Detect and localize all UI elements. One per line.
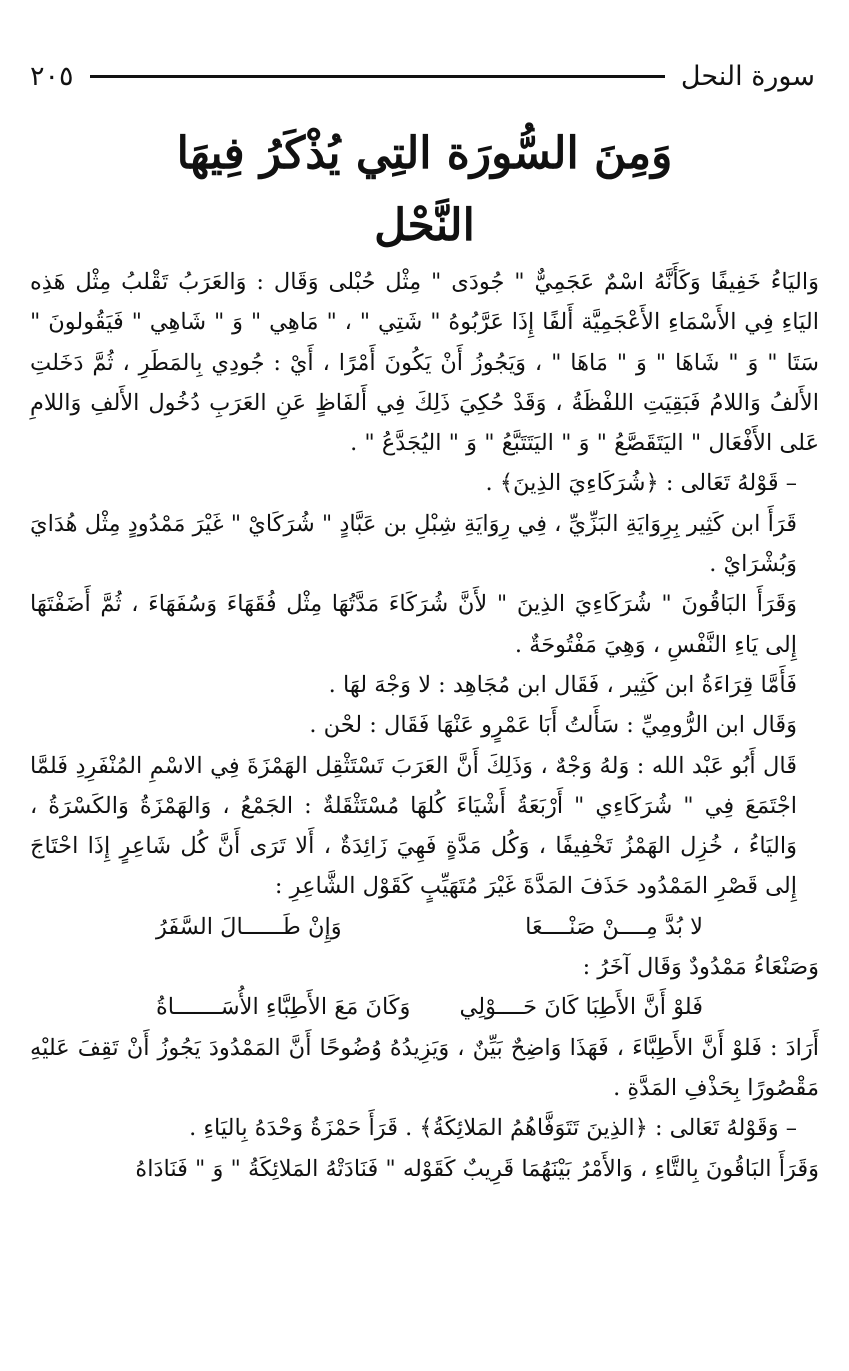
- paragraph: وَقَرَأَ البَاقُونَ بِالتَّاءِ ، وَالأَمْرُ بَيْنَهُمَا قَرِيبٌ كَقَوْله " فَنَادَتْهُ المَلائِكَةُ " وَ " فَنَادَاهُ: [135, 1155, 819, 1182]
- paragraph: قَرَأَ ابن كَثِير بِرِوَايَةِ البَزِّيِّ ، فِي رِوَايَةِ شِبْلِ بن عَبَّادٍ " شُرَكَايْ " غَيْرَ مَمْدُودٍ مِثْل هُدَايَ وَبُشْرَايْ .: [30, 510, 797, 578]
- running-head: [30, 56, 815, 96]
- paragraph: وَاليَاءُ خَفِيفًا وَكَأَنَّهُ اسْمٌ عَجَمِيٌّ " جُودَى " مِثْل حُبْلى وَقَال : وَالعَرَبُ تَقْلبُ مِثْل هَذِه اليَاءِ فِي الأَسْمَاءِ الأَعْجَمِيَّة أَلفًا إِذَا عَرَّبُوهُ " شَتِي " ، " مَاهِي " وَ " شَاهِي " فَيَقُولونَ " سَتَا " وَ " شَاهَا " وَ " مَاهَا " ، وَيَجُوزُ أَنْ يَكُونَ أَمْرًا ، أَيْ : جُودِي بِالمَطَرِ ، ثُمَّ دَخَلتِ الأَلفُ وَاللامُ فَبَقِيَتِ اللفْظَةُ ، وَقَدْ حُكِيَ ذَلِكَ فِي أَلفَاظٍ عَنِ العَرَبِ دُخُول الأَلفِ وَاللامِ عَلى الأَفْعَال " اليَتَقَصَّعُ " وَ " اليَتَتَبَّعُ " وَ " اليُجَدَّعُ " .: [30, 269, 819, 457]
- poetry-verse: [30, 987, 819, 1027]
- chapter-title-line1: وَمِنَ السُّورَة التِي يُذْكَرُ فِيهَا: [176, 128, 673, 179]
- chapter-title: [0, 118, 849, 262]
- paragraph: فَأَمَّا قِرَاءَةُ ابن كَثِير ، فَقَال ابن مُجَاهِد : لا وَجْهَ لهَا .: [328, 671, 797, 698]
- paragraph: قَال أَبُو عَبْد الله : وَلهُ وَجْهٌ ، وَذَلِكَ أَنَّ العَرَبَ تَسْتَثْقِل الهَمْزَةَ فِي الاسْمِ المُنْفَرِدِ فَلمَّا اجْتَمَعَ فِي " شُرَكَاءِي " أَرْبَعَةُ أَشْيَاءَ كُلهَا مُسْتَثْقَلةٌ : الجَمْعُ ، وَالهَمْزَةُ وَالكَسْرَةُ ، وَاليَاءُ ، خُزِل الهَمْزُ تَخْفِيفًا ، وَكُل مَدَّةٍ فَهِيَ زَائِدَةٌ ، أَلا تَرَى أَنَّ كُل شَاعِرٍ إِذَا احْتَاجَ إِلى قَصْرِ المَمْدُود حَذَفَ المَدَّةَ غَيْرَ مُتَهَيِّبٍ كَقَوْل الشَّاعِرِ :: [30, 752, 797, 900]
- paragraph: وَصَنْعَاءُ مَمْدُودٌ وَقَال آخَرُ :: [582, 954, 819, 981]
- verse-hemistich: وَكَانَ مَعَ الأَطِبَّاءِ الأُسَـــــــاةُ: [156, 994, 411, 1021]
- header-rule: [90, 75, 665, 78]
- paragraph: – وَقَوْلهُ تَعَالى : ﴿الذِينَ تَتَوَفَّاهُمُ المَلائِكَةُ﴾ . قَرَأَ حَمْزَةُ وَحْدَهُ بِاليَاءِ .: [189, 1115, 797, 1142]
- chapter-title-line2: النَّحْل: [374, 200, 475, 251]
- body-text: [30, 262, 819, 1189]
- verse-hemistich: وَإِنْ طَــــــالَ السَّفَرُ: [156, 913, 342, 940]
- paragraph: أَرَادَ : فَلوْ أَنَّ الأَطِبَّاءَ ، فَهَذَا وَاضِحٌ بَيِّنٌ ، وَيَزِيدُهُ وُضُوحًا أَنَّ المَمْدُودَ يَجُوزُ أَنْ تَقِفَ عَليْهِ مَقْصُورًا بِحَذْفِ المَدَّةِ .: [30, 1034, 819, 1101]
- paragraph: – قَوْلهُ تَعَالى : ﴿شُرَكَاءِيَ الذِينَ﴾ .: [485, 470, 797, 497]
- verse-hemistich: فَلوْ أَنَّ الأَطِبَا كَانَ حَــــوْلِي: [459, 994, 703, 1021]
- paragraph: وَقَرَأَ البَاقُونَ " شُرَكَاءِيَ الذِينَ " لأَنَّ شُرَكَاءَ مَدَّتُهَا مِثْل فُقَهَاءَ وَسُفَهَاءَ ، ثُمَّ أَضَفْتَهَا إِلى يَاءِ النَّفْسِ ، وَهِيَ مَفْتُوحَةٌ .: [30, 591, 797, 658]
- poetry-verse: [30, 907, 819, 947]
- surah-name: سورة النحل: [680, 60, 815, 92]
- page-number: ٢٠٥: [30, 60, 74, 92]
- paragraph: وَقَال ابن الرُّومِيِّ : سَأَلتُ أَبَا عَمْرٍو عَنْهَا فَقَال : لحْن .: [309, 712, 797, 739]
- verse-hemistich: لا بُدَّ مِــــنْ صَنْــــعَا: [525, 913, 703, 940]
